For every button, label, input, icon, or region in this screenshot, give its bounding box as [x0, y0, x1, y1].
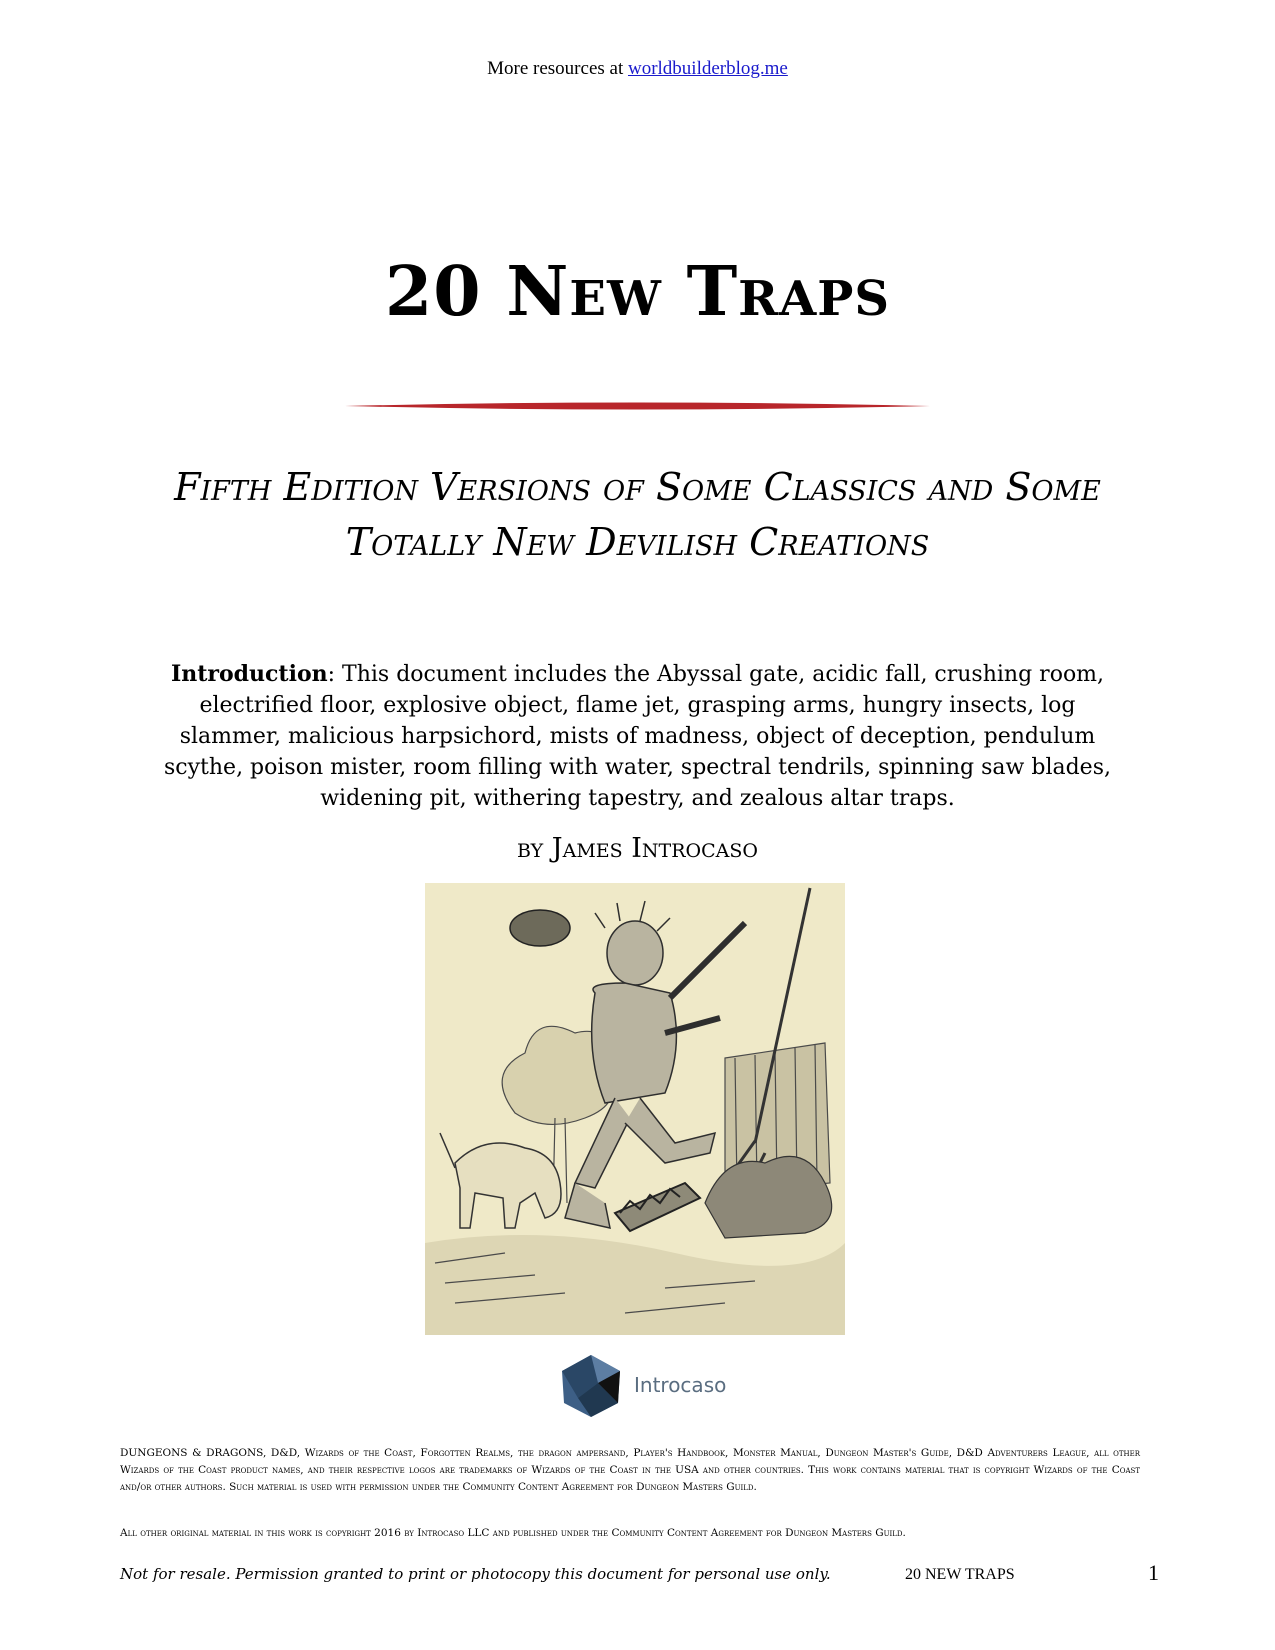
- author-byline: by James Introcaso: [517, 833, 758, 864]
- engraving-image: [425, 883, 845, 1335]
- page-number: 1: [1148, 1560, 1159, 1585]
- introduction-text: : This document includes the Abyssal gate, acidic fall, crushing room, electrified floor, explosive object, flame jet, grasping arms, hungry insects, log slammer, malicious harpsichord, mists of madness, object of deception, pendulum scythe, poison mister, room filling with water, spectral tendrils, spinning saw blades, widening pit, withering tapestry, and zealous altar traps.: [164, 662, 1111, 811]
- resources-prefix: More resources at: [487, 58, 624, 79]
- trademark-notice: DUNGEONS & DRAGONS, D&D, Wizards of the Coast, Forgotten Realms, the dragon ampersand, Player's Handbook, Monster Manual, Dungeon Master's Guide, D&D Adventurers League, all other Wizards of the Coast product names, and their respective logos are trademarks of Wizards of the Coast in the USA and other countries. This work contains material that is copyright Wizards of the Coast and/or other authors. Such material is used with permission under the Community Content Agreement for Dungeon Masters Guild.: [120, 1447, 1140, 1493]
- resale-notice: Not for resale. Permission granted to print or photocopy this document for personal use only.: [120, 1565, 831, 1583]
- resources-link[interactable]: worldbuilderblog.me: [627, 58, 788, 79]
- company-logo: [558, 1353, 727, 1419]
- introduction-paragraph: [160, 659, 1115, 814]
- d20-icon: [558, 1353, 624, 1419]
- document-subtitle: Fifth Edition Versions of Some Classics and Some Totally New Devilish Creations: [174, 465, 1101, 564]
- copyright-notice: All other original material in this work is copyright 2016 by Introcaso LLC and published under the Community Content Agreement for Dungeon Masters Guild.: [120, 1527, 906, 1539]
- logo-name: Introcaso: [634, 1373, 727, 1397]
- resources-line: [0, 58, 1275, 80]
- running-footer-title: 20 NEW TRAPS: [905, 1566, 1015, 1583]
- introduction-label: Introduction: [170, 661, 328, 687]
- cover-illustration: [425, 883, 845, 1335]
- document-title: 20 New Traps: [384, 252, 891, 332]
- title-divider: [345, 401, 930, 411]
